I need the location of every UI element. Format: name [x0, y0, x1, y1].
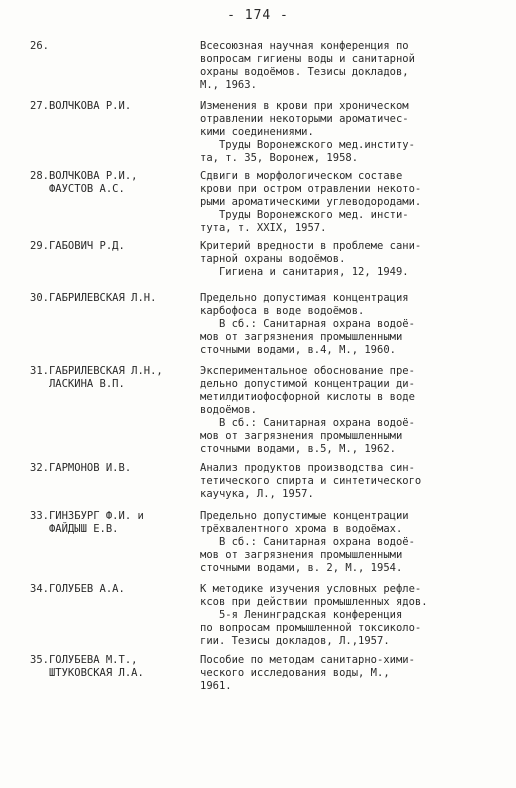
author-line: 29.ГАБОВИЧ Р.Д. [30, 240, 125, 252]
text-line: В сб.: Санитарная охрана водоё- [200, 536, 415, 548]
text-line: Сдвиги в морфологическом составе [200, 170, 403, 182]
entry-author [30, 654, 200, 680]
entry-author [30, 462, 200, 475]
text-line: крови при остром отравлении некото- [200, 183, 422, 195]
text-line: В сб.: Санитарная охрана водоё- [200, 417, 415, 429]
text-line: сточными водами, в.4, М., 1960. [200, 344, 396, 356]
text-line: сточными водами, в. 2, М., 1954. [200, 562, 403, 574]
author-line: 33.ГИНЗБУРГ Ф.И. и [30, 510, 144, 522]
text-line: ксов при действии промышленных ядов. [200, 596, 428, 608]
text-line: Предельно допустимые концентрации [200, 510, 409, 522]
entry-text [200, 170, 500, 235]
text-line: сточными водами, в.5, М., 1962. [200, 443, 396, 455]
text-line: тетического спирта и синтетического [200, 475, 422, 487]
text-line: мов от загрязнения промышленными [200, 331, 403, 343]
entry-author [30, 292, 200, 305]
text-line: 1961. [200, 680, 232, 692]
text-line: К методике изучения условных рефле- [200, 583, 422, 595]
author-line: ФАЙДЫШ Е.В. [30, 523, 119, 535]
text-line: водоёмов. [200, 404, 257, 416]
entry-author [30, 170, 200, 196]
author-line: 28.ВОЛЧКОВА Р.И., [30, 170, 138, 182]
text-line: метилдитиофосфорной кислоты в воде [200, 391, 415, 403]
page-number: - 174 - [227, 8, 289, 23]
author-line: 26. [30, 40, 49, 52]
text-line: Предельно допустимая концентрация [200, 292, 409, 304]
entry-author [30, 240, 200, 253]
author-line: 32.ГАРМОНОВ И.В. [30, 462, 132, 474]
author-line: 27.ВОЛЧКОВА Р.И. [30, 100, 132, 112]
text-line: каучука, Л., 1957. [200, 488, 314, 500]
text-line: кими соединениями. [200, 126, 314, 138]
text-line: Критерий вредности в проблеме сани- [200, 240, 422, 252]
entry-text [200, 292, 500, 357]
author-line: 30.ГАБРИЛЕВСКАЯ Л.Н. [30, 292, 157, 304]
entry-author [30, 583, 200, 596]
text-line: трёхвалентного хрома в водоёмах. [200, 523, 403, 535]
entry-author [30, 40, 200, 53]
entry-text [200, 583, 500, 648]
text-line: Изменения в крови при хроническом [200, 100, 409, 112]
text-line: Пособие по методам санитарно-хими- [200, 654, 415, 666]
entry-text [200, 654, 500, 693]
text-line: мов от загрязнения промышленными [200, 549, 403, 561]
text-line: рыми ароматическими углеводородами. [200, 196, 422, 208]
entry-author [30, 510, 200, 536]
entry-text [200, 100, 500, 165]
text-line: Экспериментальное обоснование пре- [200, 365, 415, 377]
text-line: по вопросам промышленной токсиколо- [200, 622, 422, 634]
text-line: Анализ продуктов производства син- [200, 462, 415, 474]
author-line: 35.ГОЛУБЕВА М.Т., [30, 654, 138, 666]
text-line: М., 1963. [200, 79, 257, 91]
text-line: карбофоса в воде водоёмов. [200, 305, 365, 317]
entry-author [30, 365, 200, 391]
author-line: ЛАСКИНА В.П. [30, 378, 125, 390]
entry-author [30, 100, 200, 113]
text-line: охраны водоёмов. Тезисы докладов, [200, 66, 409, 78]
text-line: мов от загрязнения промышленными [200, 430, 403, 442]
text-line: Труды Воронежского мед.институ- [200, 139, 415, 151]
entry-text [200, 462, 500, 501]
text-line: Всесоюзная научная конференция по [200, 40, 409, 52]
text-line: Труды Воронежского мед. инсти- [200, 209, 409, 221]
text-line: тута, т. XXIX, 1957. [200, 222, 327, 234]
text-line: вопросам гигиены воды и санитарной [200, 53, 415, 65]
author-line: ШТУКОВСКАЯ Л.А. [30, 667, 144, 679]
text-line: 5-я Ленинградская конференция [200, 609, 403, 621]
text-line: отравлении некоторыми ароматичес- [200, 113, 409, 125]
entry-text [200, 40, 500, 92]
author-line: 31.ГАБРИЛЕВСКАЯ Л.Н., [30, 365, 163, 377]
text-line: дельно допустимой концентрации ди- [200, 378, 415, 390]
text-line: тарной охраны водоёмов. [200, 253, 346, 265]
text-line: Гигиена и санитария, 12, 1949. [200, 266, 409, 278]
text-line: гии. Тезисы докладов, Л.,1957. [200, 635, 390, 647]
author-line: ФАУСТОВ А.С. [30, 183, 125, 195]
author-line: 34.ГОЛУБЕВ А.А. [30, 583, 125, 595]
entry-text [200, 240, 500, 279]
text-line: та, т. 35, Воронеж, 1958. [200, 152, 359, 164]
entry-text [200, 510, 500, 575]
text-line: ческого исследования воды, М., [200, 667, 390, 679]
entry-text [200, 365, 500, 456]
text-line: В сб.: Санитарная охрана водоё- [200, 318, 415, 330]
